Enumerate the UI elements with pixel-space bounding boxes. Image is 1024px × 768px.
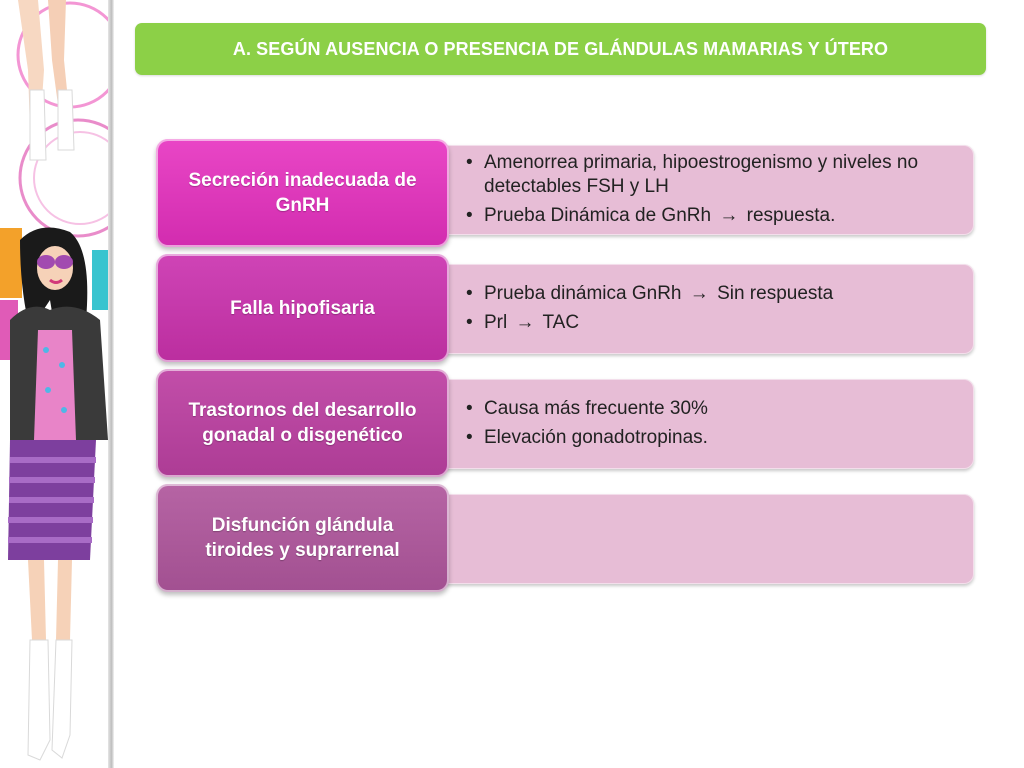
bullet-list <box>466 397 958 455</box>
category-row <box>156 139 976 249</box>
title-banner <box>135 23 986 75</box>
bullet-item: • Prl → TAC <box>466 311 958 335</box>
bullet-item: • Prueba Dinámica de GnRh → respuesta. <box>466 204 958 228</box>
woman-illustration-icon <box>0 0 114 768</box>
slide-title: A. SEGÚN AUSENCIA O PRESENCIA DE GLÁNDULAS MAMARIAS Y ÚTERO <box>232 38 889 59</box>
detail-box <box>426 145 974 235</box>
category-row <box>156 484 976 594</box>
category-label <box>156 139 449 247</box>
category-label-text: Secreción inadecuada de GnRH <box>188 170 417 216</box>
detail-box <box>426 379 974 469</box>
category-label-text: Trastornos del desarrollo gonadal o disgenético <box>188 400 417 446</box>
category-label-text: Disfunción glándula tiroides y suprarrenal <box>205 515 400 561</box>
arrow-right-icon: → <box>689 283 709 304</box>
decorative-fashion-illustration <box>0 0 114 768</box>
detail-box <box>426 494 974 584</box>
bullet-item: • Causa más frecuente 30% <box>466 397 958 421</box>
arrow-right-icon: → <box>719 205 739 226</box>
arrow-right-icon: → <box>515 312 535 333</box>
decorative-edge <box>108 0 114 768</box>
bullet-item: • Prueba dinámica GnRh → Sin respuesta <box>466 282 958 306</box>
bullet-list <box>466 151 958 233</box>
category-label-text: Falla hipofisaria <box>230 297 375 319</box>
category-label <box>156 254 449 362</box>
bullet-item: • Amenorrea primaria, hipoestrogenismo y niveles no detectables FSH y LH <box>466 151 958 199</box>
detail-box <box>426 264 974 354</box>
category-label <box>156 369 449 477</box>
bullet-list <box>466 282 958 340</box>
category-label <box>156 484 449 592</box>
category-row <box>156 369 976 479</box>
category-row <box>156 254 976 364</box>
bullet-item: • Elevación gonadotropinas. <box>466 426 958 450</box>
